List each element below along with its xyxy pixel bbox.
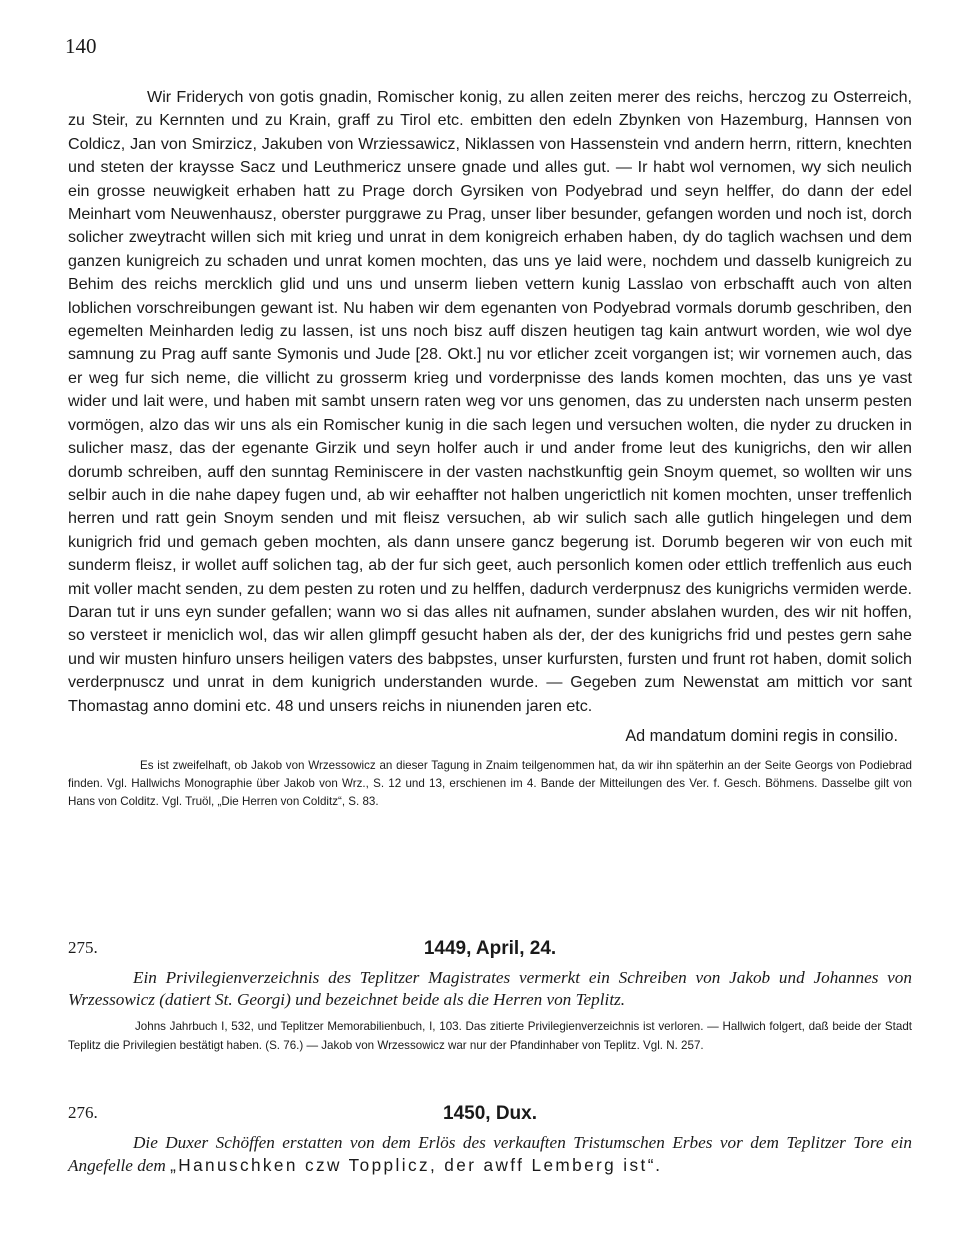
entry-number: 276. bbox=[68, 1103, 98, 1122]
entry-source-note: Johns Jahrbuch I, 532, und Teplitzer Memorabilienbuch, I, 103. Das zitierte Privilegienverzeichnis ist verloren. — Hallwich folgert, daß beide der Stadt Teplitz die Privilegien bestätigt haben. (S. 76.) — Jakob von Wrzessowicz war nur der Pfandinhaber von Teplitz. Vgl. N. 257. bbox=[68, 1020, 912, 1052]
footnote-text: Es ist zweifelhaft, ob Jakob von Wrzessowicz an dieser Tagung in Znaim teilgenommen hat, da wir ihn späterhin an der Seite Georgs von Podiebrad finden. Vgl. Hallwichs Monographie über Jakob von Wrz., S. 12 und 13, erschienen im 4. Bande der Mitteilungen des Ver. f. Gesch. Böhmens. Dasselbe gilt von Hans von Colditz. Vgl. Truöl, „Die Herren von Colditz“, S. 83. bbox=[68, 758, 912, 808]
entry-date: 1449, April, 24. bbox=[423, 938, 557, 959]
entry-heading bbox=[68, 1103, 912, 1132]
entry-heading bbox=[68, 938, 912, 967]
entry-summary-quote: „Hanuschken czw Topplicz, der awff Lemberg ist“ bbox=[170, 1155, 656, 1175]
entry-summary bbox=[68, 1132, 912, 1177]
entry-275 bbox=[68, 938, 912, 1055]
entry-number: 275. bbox=[68, 938, 98, 957]
entry-date: 1450, Dux. bbox=[443, 1103, 537, 1124]
page-number: 140 bbox=[65, 34, 97, 58]
entry-summary: Ein Privilegienverzeichnis des Teplitzer Magistrates vermerkt ein Schreiben von Jakob und Johannes von Wrzessowicz (datiert St. Georgi) und bezeichnet beide als die Herren von Teplitz. bbox=[68, 968, 912, 1009]
letter-signature: Ad mandatum domini regis in consilio. bbox=[625, 726, 898, 745]
footnote bbox=[68, 757, 912, 810]
letter-paragraph: Wir Friderych von gotis gnadin, Romischer konig, zu allen zeiten merer des reichs, herczog zu Osterreich, zu Steir, zu Kernnten und zu Krain, graff zu Tirol etc. embitten den edeln Zbynken von Hazemburg, Hannsen von Coldicz, Jan von Smirzicz, Jakuben von Wrziessawicz, Niklassen von Hassenstein vnd andern herrn, rittern, knechten und steten der kraysse Sacz und Leuthmericz unsere gnade und alles gut. — Ir habt wol vernomen, wy sich neulich ein grosse neuwigkeit erhaben hatt zu Prage dorch Gyrsiken von Podyebrad und seyn helffer, do dann der edel Meinhart vom Neuwenhausz, oberster purggrawe zu Prag, unser liber besunder, gefangen worden und noch ist, dorch solicher zweytracht willen sich mit krieg und unrat in dem konigreich erhaben haben, dy do taglich wachsen und dem ganzen kunigreich zu schaden und unrat komen mochten, das uns ye laid were, nochdem und dasselb kunigreich zu Behim des reichs mercklich glid und uns und unserm lieben vettern kunig Lasslao von erbschafft auch von alten loblichen vorschreibungen gewant ist. Nu haben wir dem egenanten von Podyebrad vormals dorumb geschriben, den egemelten Meinharden ledig zu lassen, ist uns noch bisz auff diszen heutigen tag kain antwurt worden, wie wol dye samnung zu Prag auff sante Symonis und Jude [28. Okt.] nu vor etlicher zceit vorgangen ist; wir vornemen auch, das er weg fur sich neme, die villicht zu grosserm krieg und vorderpnisse des lands komen mochten, das uns ye vast wider und lait were, und haben mit sambt unsern raten weg vor uns genomen, das zu understen nach unserm pesten vormögen, alzo das wir uns als ein Romischer kunig in die sach legen und versuchen wolten, die nyder zu drucken in sulicher masz, das der egenante Girzik und seyn holfer auch ir und ander frome leut des kunigrichs, den wir allen dorumb schreiben, auff den sunntag Reminiscere in der vasten nachstkunftig gein Snoym quemet, so wollten wir uns selbir auch in die nahe dapey fugen und, ab wir eehaffter not halben ungerictlich nit komen mochten, unser treffenlich herren und ratt gein Snoym senden und mit fleisz versuchen, ab wir sulich sach alle gutlich hingelegen und dem kunigrich frid und gemach geben mochten, als dann unsere gancz begerung ist. Dorumb begeren wir von euch mit sunderm fleisz, ir wollet auff solichen tag, ab der fur sich geet, auch personlich komen oder ettlich treffenlich aus euch mit voller macht senden, zu dem pesten zu roten und zu helffen, dadurch verderpnusz des kunigrichs vermiden werde. Daran tut ir uns eyn sunder gefallen; wann wo si das alles nit aufnamen, sunder abslahen wurden, des wir nit hoffen, so versteet ir meniclich wol, das wir allen glimpff gesucht haben als der, der des kunigrichs frid und pestes gern sahe und wir musten hinfuro unsers heiligen vaters des babpstes, unser kurfursten, fursten und frunt rot haben, domit solich verderpnuscz und unrat in dem kunigrich understanden wurde. — Gegeben zum Newenstat am mittich vor sant Thomastag anno domini etc. 48 und unsers reichs in niunenden jaren etc. bbox=[68, 88, 912, 715]
entry-276 bbox=[68, 1103, 912, 1177]
entry-summary-end: . bbox=[655, 1156, 661, 1175]
entry-summary-lead: Die Duxer Schöffen erstatten von dem Erlös des verkauften Tristumschen Erbes vor dem Teplitzer Tore ein Angefelle dem bbox=[68, 1133, 912, 1175]
letter-block bbox=[68, 86, 912, 810]
